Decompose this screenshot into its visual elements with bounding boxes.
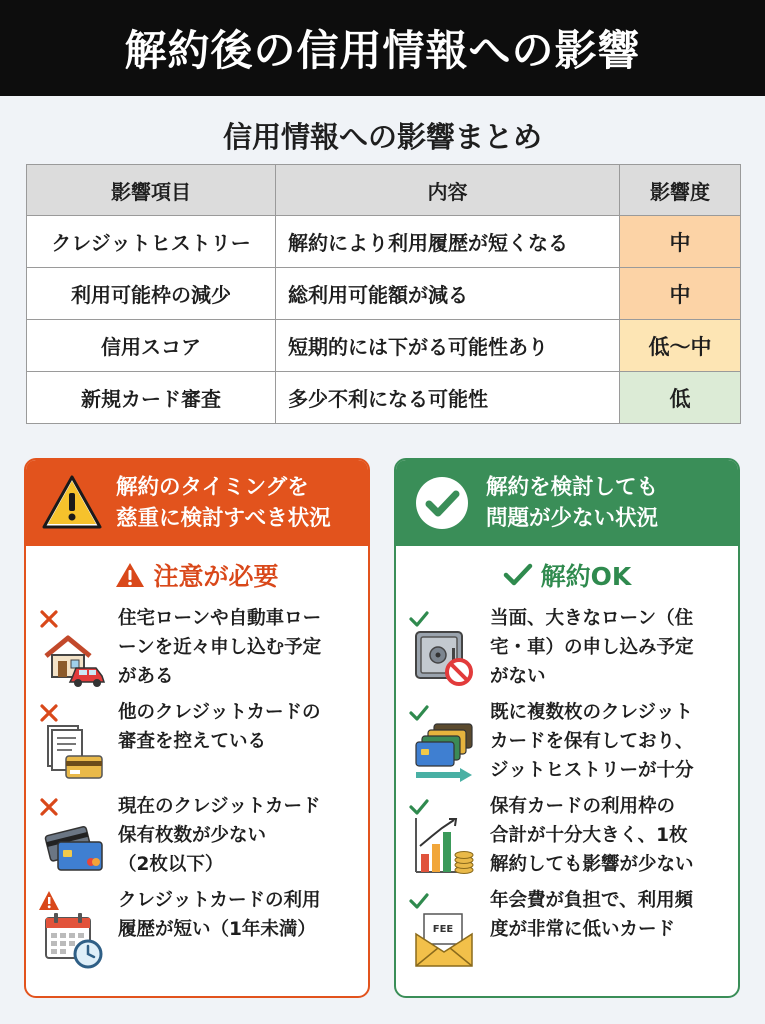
list-item <box>396 604 738 698</box>
list-item <box>26 792 368 886</box>
list-item <box>26 886 368 980</box>
fee-envelope-icon <box>412 910 476 970</box>
list-item <box>26 604 368 698</box>
check-icon <box>503 562 533 588</box>
bar-chart-coins-icon <box>412 816 476 876</box>
fee-label: FEE <box>432 924 454 935</box>
calendar-clock-icon <box>42 910 106 970</box>
item-text: 他のクレジットカードの 審査を控えている <box>118 702 321 752</box>
ok-panel-heading: 解約を検討しても 問題が少ない状況 <box>486 475 659 531</box>
item-text: 年会費が負担で、利用頻 度が非常に低いカード <box>490 890 694 940</box>
impact-level: 中 <box>620 216 741 268</box>
item-text: 住宅ローンや自動車ロー ーンを近々申し込む予定 がある <box>118 608 322 687</box>
page-title: 解約後の信用情報への影響 <box>124 26 641 75</box>
table-header-row <box>27 165 741 216</box>
house-car-icon <box>42 628 106 688</box>
table-row <box>27 268 741 320</box>
ok-subtitle-label: 解約OK <box>540 562 632 591</box>
page-header <box>0 0 765 96</box>
impact-desc: 総利用可能額が減る <box>276 268 620 320</box>
list-item <box>396 698 738 792</box>
list-item <box>396 792 738 886</box>
safe-prohibited-icon <box>412 628 476 688</box>
item-text: 保有カードの利用枠の 合計が十分大きく、1枚 解約しても影響が少ない <box>490 796 694 875</box>
credit-cards-icon <box>42 816 106 876</box>
check-icon <box>408 608 430 630</box>
item-text: 現在のクレジットカード 保有枚数が少ない （2枚以下） <box>118 796 321 875</box>
column-header-desc: 内容 <box>276 165 620 216</box>
caution-panel <box>24 458 370 998</box>
summary-table <box>26 164 741 424</box>
impact-item: 新規カード審査 <box>27 372 276 424</box>
impact-desc: 多少不利になる可能性 <box>276 372 620 424</box>
check-icon <box>408 890 430 912</box>
impact-desc: 解約により利用履歴が短くなる <box>276 216 620 268</box>
caution-panel-heading: 解約のタイミングを 慈重に検討すべき状況 <box>116 475 331 531</box>
impact-level: 低〜中 <box>620 320 741 372</box>
multiple-cards-icon <box>412 722 476 782</box>
item-text: 当面、大きなローン（住 宅・車）の申し込み予定 がない <box>490 608 694 687</box>
caution-panel-header <box>26 460 368 546</box>
list-item <box>396 886 738 980</box>
impact-level: 中 <box>620 268 741 320</box>
table-row <box>27 372 741 424</box>
cross-icon <box>38 608 60 630</box>
cross-icon <box>38 702 60 724</box>
impact-desc: 短期的には下がる可能性あり <box>276 320 620 372</box>
list-item <box>26 698 368 792</box>
impact-level: 低 <box>620 372 741 424</box>
table-row <box>27 320 741 372</box>
warning-icon <box>38 890 60 912</box>
documents-card-icon <box>42 722 106 782</box>
summary-title: 信用情報への影響まとめ <box>222 119 542 154</box>
ok-panel <box>394 458 740 998</box>
check-icon <box>408 702 430 724</box>
impact-item: クレジットヒストリー <box>27 216 276 268</box>
item-text: クレジットカードの利用 履歴が短い（1年未満） <box>118 890 321 940</box>
item-text: 既に複数枚のクレジット カードを保有しており、 ジットヒストリーが十分 <box>490 702 694 781</box>
impact-item: 信用スコア <box>27 320 276 372</box>
warning-icon <box>40 471 104 535</box>
caution-subtitle <box>26 546 368 604</box>
warning-icon <box>115 561 145 589</box>
impact-item: 利用可能枠の減少 <box>27 268 276 320</box>
ok-panel-header <box>396 460 738 546</box>
cross-icon <box>38 796 60 818</box>
ok-subtitle <box>396 546 738 604</box>
table-row <box>27 216 741 268</box>
column-header-level: 影響度 <box>620 165 741 216</box>
check-icon <box>408 796 430 818</box>
caution-subtitle-label: 注意が必要 <box>153 562 279 591</box>
check-circle-icon <box>410 471 474 535</box>
column-header-item: 影響項目 <box>27 165 276 216</box>
